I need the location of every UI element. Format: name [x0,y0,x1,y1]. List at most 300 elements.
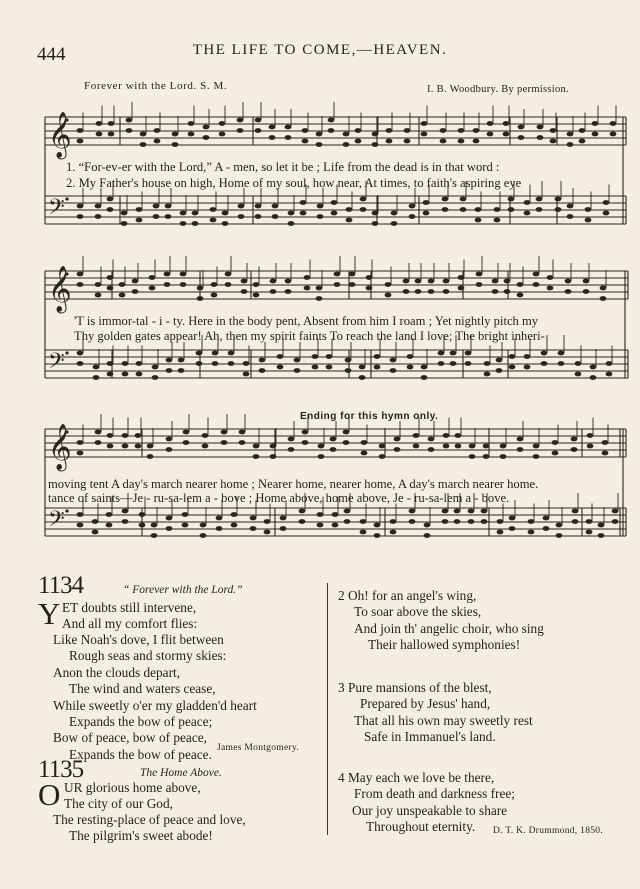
note-head [221,440,228,445]
note-head [465,361,472,366]
note-head [180,282,187,287]
note-head [270,289,277,294]
note-head [344,509,351,514]
note-head [450,361,457,366]
note-head [473,128,480,133]
note-head [132,279,139,284]
bass-clef: 𝄢 [48,195,65,225]
key-sharp [65,351,68,354]
note-head [391,221,398,226]
note-head [126,128,133,133]
note-head [216,526,223,531]
note-head [415,289,422,294]
note-head [476,272,483,277]
note-head [390,530,397,535]
hymn-number-1135: 1135 [38,756,84,783]
note-head [454,519,461,524]
note-head [255,118,262,123]
note-head [238,204,245,209]
note-head [555,197,562,202]
verse-line: Expands the bow of peace. [69,746,212,762]
note-head [95,440,102,445]
note-head [481,519,488,524]
lyric-system3-verse1: moving tent A day's march nearer home ; Nearer home, nearer home, A day's march nearer home. [48,477,539,491]
verse-line: 3 Pure mansions of the blest, [338,680,492,695]
note-head [197,286,204,291]
note-head [518,135,525,140]
note-head [239,440,246,445]
note-head [299,519,306,524]
note-head [346,207,353,212]
hymn-1135-verse4 [338,770,515,836]
verse-line: Anon the clouds depart, [53,664,181,680]
treble-clef: 𝄞 [48,112,72,158]
note-head [317,214,324,219]
note-head [421,132,428,137]
verse-line: Rough seas and stormy skies: [69,648,227,664]
note-head [585,218,592,223]
note-head [508,207,515,212]
note-head [469,454,476,459]
lyric-system2-verse2: Thy golden gates appear! Ah, then my spirit faints To reach the land I love; The bright inheri- [74,329,545,343]
note-head [332,512,339,517]
note-head [504,289,511,294]
note-head [360,197,367,202]
note-head [450,351,457,356]
note-head [407,365,414,370]
note-head [259,358,266,363]
note-head [316,286,323,291]
note-head [299,509,306,514]
note-head [77,523,84,528]
note-head [403,279,410,284]
note-head [288,211,295,216]
note-head [454,509,461,514]
note-head [443,444,450,449]
note-head [533,282,540,287]
note-head [334,282,341,287]
note-head [572,509,579,514]
verse-line: While sweetly o'er my gladden'd heart [53,697,257,713]
author-1135: D. T. K. Drummond, 1850. [493,826,604,836]
note-head [374,365,381,370]
note-head [438,351,445,356]
note-head [96,132,103,137]
note-head [458,275,465,280]
note-head [182,512,189,517]
note-head [600,286,607,291]
verse-line: UR glorious home above, [64,780,201,795]
note-head [612,509,619,514]
note-head [302,440,309,445]
note-head [77,361,84,366]
note-head [243,372,250,377]
note-head [107,286,114,291]
note-head [518,125,525,130]
note-head [107,197,114,202]
note-head [136,372,143,377]
note-head [509,516,516,521]
note-head [571,447,578,452]
note-head [203,135,210,140]
note-head [524,365,531,370]
note-head [95,282,102,287]
note-head [153,214,160,219]
note-head [442,519,449,524]
note-head [294,368,301,373]
note-head [567,204,574,209]
note-head [421,121,428,126]
note-head [455,444,462,449]
note-head [503,121,510,126]
note-head [331,200,338,205]
note-head [374,523,381,528]
note-head [440,128,447,133]
note-head [135,433,142,438]
note-head [304,275,311,280]
note-head [225,272,232,277]
note-head [537,135,544,140]
note-head [77,282,84,287]
note-head [200,523,207,528]
note-head [517,437,524,442]
note-head [344,519,351,524]
note-head [95,204,102,209]
note-head [360,519,367,524]
note-head [132,289,139,294]
note-head [587,444,594,449]
key-sharp [65,509,68,512]
note-head [443,279,450,284]
note-head [270,279,277,284]
note-head [166,358,173,363]
note-head [317,523,324,528]
column-divider [327,583,328,835]
note-head [575,372,582,377]
note-head [533,454,540,459]
note-head [178,368,185,373]
note-head [231,523,238,528]
note-head [107,444,114,449]
dropcap-o: O [38,777,61,812]
note-head [135,444,142,449]
verse-line: The resting-place of peace and love, [53,812,246,827]
note-head [288,447,295,452]
note-head [567,132,574,137]
note-head [575,361,582,366]
note-head [565,289,572,294]
note-head [302,139,309,144]
note-head [423,211,430,216]
verse-line: And all my comfort flies: [62,616,198,631]
note-head [475,218,482,223]
hymn-1135-verse2 [338,588,544,654]
note-head [225,282,232,287]
note-head [108,121,115,126]
note-head [349,282,356,287]
note-head [255,128,262,133]
note-head [122,509,129,514]
dropcap-y: Y [38,596,61,631]
note-head [328,118,335,123]
note-head [496,358,503,363]
note-head [379,454,386,459]
note-head [241,279,248,284]
note-head [312,354,319,359]
hymn-1135-verse1 [38,777,328,844]
note-head [238,214,245,219]
note-head [360,207,367,212]
note-head [537,125,544,130]
note-head [606,372,613,377]
note-head [372,142,379,147]
note-head [165,214,172,219]
note-head [140,132,147,137]
note-head [272,214,279,219]
note-head [331,211,338,216]
note-head [579,139,586,144]
note-head [612,519,619,524]
note-head [77,139,84,144]
note-head [222,221,229,226]
note-head [136,207,143,212]
note-head [280,526,287,531]
note-head [508,197,515,202]
note-head [180,211,187,216]
note-head [277,354,284,359]
note-head [147,444,154,449]
hymn-subtitle-1135: The Home Above. [140,767,222,779]
hymn-number-1134: 1134 [38,572,84,599]
note-head [487,132,494,137]
note-head [95,430,102,435]
treble-clef: 𝄞 [48,424,72,470]
note-head [475,207,482,212]
note-head [183,440,190,445]
note-head [372,221,379,226]
note-head [428,437,435,442]
note-head [326,365,333,370]
note-head [443,433,450,438]
note-head [95,214,102,219]
note-head [253,282,260,287]
note-head [533,444,540,449]
note-head [390,368,397,373]
note-head [269,135,276,140]
note-head [272,204,279,209]
note-head [180,221,187,226]
note-head [556,533,563,538]
note-head [243,361,250,366]
note-head [442,197,449,202]
note-head [136,361,143,366]
note-head [524,200,531,205]
note-head [188,121,195,126]
note-head [269,125,276,130]
note-head [458,128,465,133]
note-head [547,275,554,280]
note-head [250,526,257,531]
key-sharp [65,197,68,200]
note-head [345,358,352,363]
note-head [253,444,260,449]
note-head [455,433,462,438]
note-head [106,512,113,517]
note-head [536,207,543,212]
note-head [178,358,185,363]
note-head [122,361,129,366]
note-head [473,139,480,144]
note-head [294,358,301,363]
note-head [343,440,350,445]
note-head [126,118,133,123]
verse-line: And join th' angelic choir, who sing [354,620,544,636]
note-head [77,272,84,277]
note-head [424,523,431,528]
note-head [136,218,143,223]
note-head [221,430,228,435]
tune-name: Forever with the Lord. S. M. [84,80,228,92]
note-head [366,286,373,291]
note-head [343,132,350,137]
treble-clef: 𝄞 [48,266,72,312]
note-head [182,523,189,528]
note-head [108,132,115,137]
note-head [458,139,465,144]
note-head [598,533,605,538]
verse-line: To soar above the skies, [354,604,482,620]
note-head [372,132,379,137]
note-head [270,454,277,459]
note-head [122,444,129,449]
note-head [409,519,416,524]
note-head [528,530,535,535]
note-head [122,433,129,438]
note-head [558,351,565,356]
note-head [468,519,475,524]
note-head [253,293,260,298]
note-head [332,523,339,528]
note-head [567,214,574,219]
note-head [151,523,158,528]
note-head [504,279,511,284]
note-head [172,132,179,137]
note-head [202,444,209,449]
note-head [197,296,204,301]
note-head [285,125,292,130]
note-head [107,275,114,280]
note-head [494,218,501,223]
note-head [571,437,578,442]
note-head [212,361,219,366]
note-head [231,512,238,517]
note-head [121,221,128,226]
note-head [164,272,171,277]
note-head [428,279,435,284]
note-head [77,204,84,209]
note-head [424,533,431,538]
note-head [316,132,323,137]
note-head [394,437,401,442]
note-head [316,142,323,147]
note-head [330,447,337,452]
note-head [606,361,613,366]
hymn-1134-text [38,596,328,762]
note-head [610,121,617,126]
verse-line: 2 Oh! for an angel's wing, [338,588,477,603]
note-head [330,437,337,442]
note-head [237,118,244,123]
note-head [166,437,173,442]
note-head [592,132,599,137]
note-head [166,447,173,452]
note-head [550,139,557,144]
note-head [494,207,501,212]
page-number: 444 [37,44,66,65]
author-1134: James Montgomery. [217,743,300,753]
note-head [77,512,84,517]
note-head [558,361,565,366]
note-head [547,286,554,291]
note-head [122,372,129,377]
note-head [415,279,422,284]
note-head [500,444,507,449]
note-head [460,207,467,212]
note-head [403,289,410,294]
note-head [119,282,126,287]
note-head [345,368,352,373]
note-head [139,523,146,528]
note-head [483,444,490,449]
note-head [328,128,335,133]
note-head [579,128,586,133]
note-head [300,211,307,216]
note-head [241,289,248,294]
note-head [302,128,309,133]
note-head [483,454,490,459]
note-head [492,289,499,294]
note-head [484,361,491,366]
note-head [355,139,362,144]
note-head [465,351,472,356]
note-head [288,221,295,226]
verse-line: That all his own may sweetly rest [354,712,533,728]
note-head [152,375,159,380]
note-head [77,451,84,456]
note-head [409,204,416,209]
note-head [413,433,420,438]
note-head [96,121,103,126]
note-head [203,125,210,130]
note-head [543,526,550,531]
note-head [536,197,543,202]
verse-line: Prepared by Jesus' hand, [360,696,491,712]
note-head [92,530,99,535]
note-head [346,218,353,223]
note-head [469,444,476,449]
note-head [404,128,411,133]
note-head [555,207,562,212]
note-head [394,447,401,452]
verse-line: Throughout eternity. [366,819,476,835]
note-head [285,279,292,284]
note-head [361,451,368,456]
verse-line: Like Noah's dove, I flit between [53,632,224,647]
note-head [107,207,114,212]
lyric-system1-verse2: 2. My Father's house on high, Home of my soul, how near, At times, to faith's aspiring eye [66,176,522,190]
note-head [147,454,154,459]
ending-label: Ending for this hymn only. [300,411,439,422]
